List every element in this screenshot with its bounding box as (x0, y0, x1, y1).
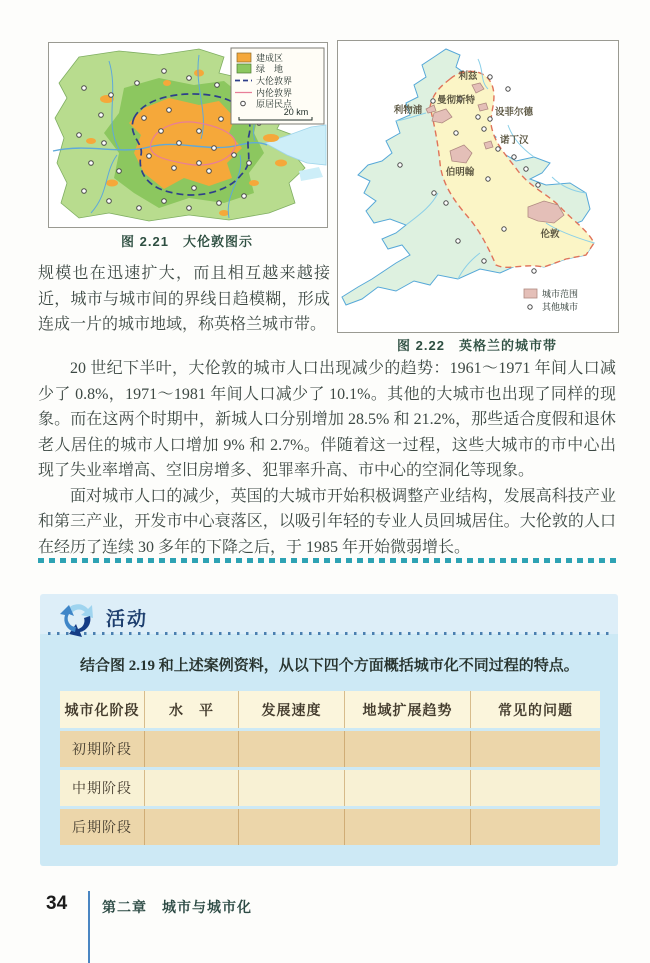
empty-cell (470, 770, 600, 806)
figure-2-22-caption: 图 2.22 英格兰的城市带 (397, 338, 557, 353)
figure-2-21-caption: 图 2.21 大伦敦图示 (121, 234, 253, 249)
table-row-late (60, 809, 600, 845)
paragraph-population-decline: 20 世纪下半叶，大伦敦的城市人口出现减少的趋势：1961～1971 年间人口减少了 0.8%，1971～1981 年间人口减少了 10.1%。其他的大城市也出现了同样的现象。而在这两个时期中，新城人口分别增加 28.5% 和 21.2%，那些适合度假和退休老人居住的城市人口增加 9% 和 2.7%。伴随着这一过程，这些大城市的市中心出现了失业率增高、空旧房增多、犯罪率升高、市中心的空洞化等现象。 (38, 360, 616, 479)
legend-label-built-up: 建成区 (256, 53, 284, 63)
activity-box (40, 594, 618, 866)
col-header-stage: 城市化阶段 (60, 691, 144, 728)
legend-swatch-green (237, 64, 251, 73)
table-header-row (60, 691, 600, 728)
paragraph-urban-renewal: 面对城市人口的减少，英国的大城市开始积极调整产业结构，发展高科技产业和第三产业，开发市中心衰落区，以吸引年轻的专业人员回城居住。大伦敦的人口在经历了连续 30 多年的下降之后，于 1985 年开始微弱增长。 (38, 487, 616, 556)
map-legend-2-22 (524, 288, 578, 312)
empty-cell (144, 731, 238, 767)
empty-cell (144, 770, 238, 806)
legend-dot-settlement (241, 101, 246, 106)
figure-2-22 (337, 40, 619, 338)
activity-intro: 结合图 2.19 和上述案例资料，从以下四个方面概括城市化不同过程的特点。 (80, 658, 579, 674)
label-london: 伦敦 (540, 229, 560, 240)
activity-title-row (40, 594, 618, 638)
col-header-expansion: 地域扩展趋势 (344, 691, 470, 728)
footer-chapter-title: 第二章 城市与城市化 (102, 899, 252, 915)
row-label-initial: 初期阶段 (60, 731, 144, 767)
left-column-paragraph: 规模也在迅速扩大，而且相互越来越接近，城市与城市间的界线日趋模糊，形成连成一片的城市地域，称英格兰城市带。 (38, 265, 330, 333)
row-label-middle: 中期阶段 (60, 770, 144, 806)
empty-cell (238, 809, 344, 845)
legend-label-inner-boundary: 内伦敦界 (256, 88, 293, 98)
section-divider (38, 558, 618, 563)
legend-label-other-city: 其他城市 (542, 302, 579, 312)
legend-label-urban-area: 城市范围 (542, 289, 579, 299)
legend-label-greater-boundary: 大伦敦界 (256, 76, 293, 86)
greater-london-map (48, 42, 328, 228)
footer-vertical-rule (88, 891, 90, 963)
empty-cell (344, 731, 470, 767)
empty-cell (144, 809, 238, 845)
england-map (337, 40, 619, 333)
col-header-problems: 常见的问题 (470, 691, 600, 728)
label-liverpool: 利物浦 (393, 105, 423, 116)
empty-cell (344, 770, 470, 806)
col-header-speed: 发展速度 (238, 691, 344, 728)
label-leeds: 利兹 (458, 71, 478, 82)
label-nottingham: 诺丁汉 (500, 135, 529, 146)
empty-cell (344, 809, 470, 845)
empty-cell (238, 770, 344, 806)
legend-swatch-urban-area (524, 289, 537, 298)
cycle-arrows-icon (54, 596, 100, 642)
figure-2-21 (48, 42, 328, 233)
col-header-level: 水 平 (144, 691, 238, 728)
activity-title: 活动 (106, 609, 149, 630)
table-row-initial (60, 731, 600, 767)
label-sheffield: 设菲尔德 (495, 107, 534, 118)
empty-cell (470, 809, 600, 845)
empty-cell (238, 731, 344, 767)
legend-swatch-built-up (237, 53, 251, 62)
map-legend-2-21 (231, 48, 324, 124)
row-label-late: 后期阶段 (60, 809, 144, 845)
activity-dotted-rule (48, 632, 610, 635)
legend-label-green: 绿 地 (256, 64, 284, 74)
main-text-block (38, 356, 616, 560)
label-birmingham: 伯明翰 (445, 167, 475, 178)
page-number: 34 (46, 893, 68, 914)
table-row-middle (60, 770, 600, 806)
legend-label-settlement: 原居民点 (256, 99, 293, 109)
label-manchester: 曼彻斯特 (436, 95, 476, 106)
legend-dot-other-city (528, 305, 532, 309)
activity-table (60, 688, 600, 848)
empty-cell (470, 731, 600, 767)
scale-label: 20 km (283, 107, 309, 117)
